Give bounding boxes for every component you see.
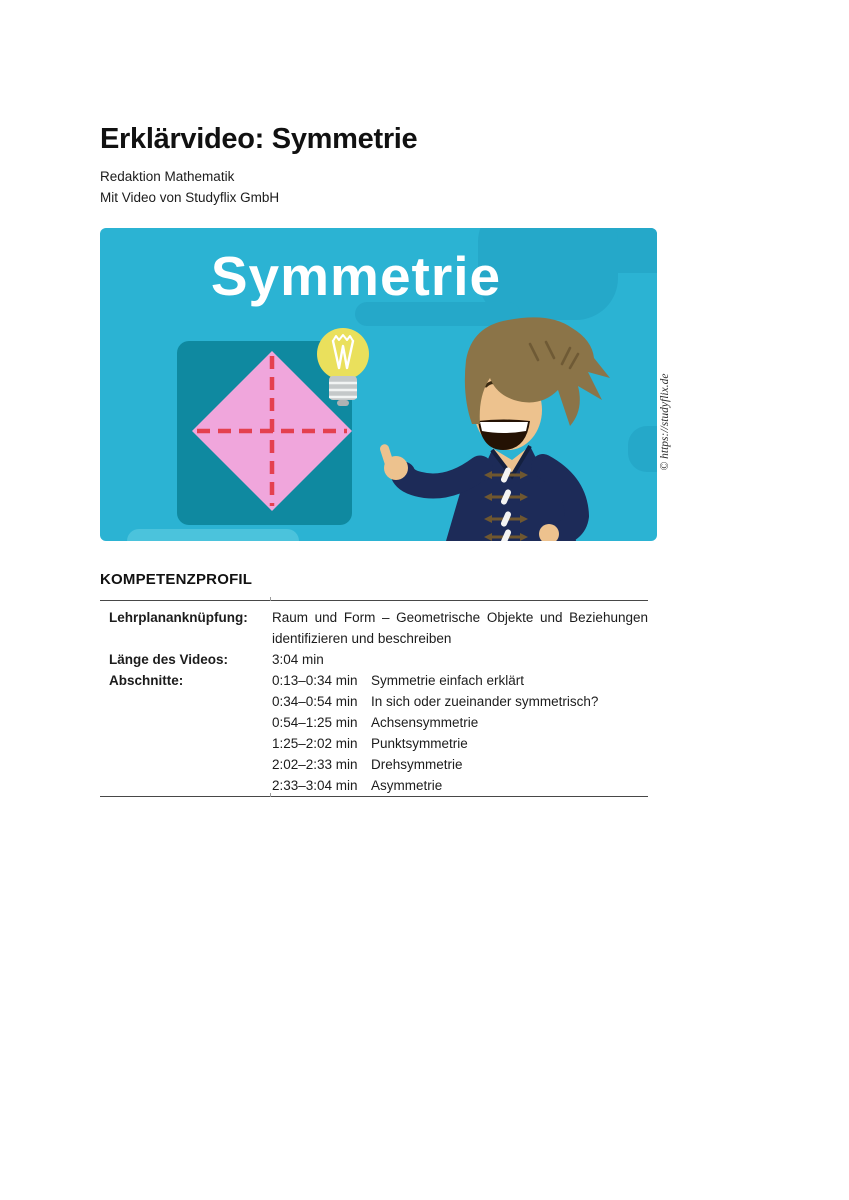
abschnitt-time: 0:34–0:54 min bbox=[272, 694, 358, 709]
byline-redaktion: Redaktion Mathematik bbox=[100, 169, 235, 184]
abschnitt-topic: Punktsymmetrie bbox=[371, 736, 468, 751]
abschnitt-topic: Drehsymmetrie bbox=[371, 757, 463, 772]
column-tick-bottom bbox=[270, 793, 271, 797]
abschnitt-row bbox=[272, 691, 648, 712]
row-value bbox=[272, 607, 648, 649]
abschnitt-row bbox=[272, 775, 648, 796]
row-value bbox=[272, 670, 648, 796]
thumbnail-heading: Symmetrie bbox=[210, 245, 502, 307]
abschnitt-time: 1:25–2:02 min bbox=[272, 736, 358, 751]
row-value: 3:04 min bbox=[272, 652, 324, 667]
abschnitt-row bbox=[272, 733, 648, 754]
row-label: Länge des Videos: bbox=[109, 652, 229, 667]
value-line: identifizieren und beschreiben bbox=[272, 631, 452, 646]
section-heading-kompetenzprofil: KOMPETENZPROFIL bbox=[100, 571, 253, 588]
copyright-note: © https://studyflix.de bbox=[659, 373, 671, 471]
video-thumbnail bbox=[100, 228, 657, 541]
row-label: Lehrplananknüpfung: bbox=[109, 610, 248, 625]
abschnitt-row bbox=[272, 670, 648, 691]
abschnitt-row bbox=[272, 754, 648, 775]
value-line: Raum und Form – Geometrische Objekte und Beziehungen bbox=[272, 610, 648, 625]
table-row-abschnitte bbox=[100, 670, 648, 796]
table-row-lehrplan bbox=[100, 607, 648, 649]
abschnitt-time: 0:13–0:34 min bbox=[272, 673, 358, 688]
abschnitt-topic: In sich oder zueinander symmetrisch? bbox=[371, 694, 599, 709]
profile-table bbox=[100, 601, 648, 796]
abschnitt-time: 2:02–2:33 min bbox=[272, 757, 358, 772]
abschnitt-time: 0:54–1:25 min bbox=[272, 715, 358, 730]
abschnitt-time: 2:33–3:04 min bbox=[272, 778, 358, 793]
byline-studyflix: Mit Video von Studyflix GmbH bbox=[100, 190, 280, 205]
abschnitt-topic: Symmetrie einfach erklärt bbox=[371, 673, 525, 688]
abschnitt-row bbox=[272, 712, 648, 733]
abschnitt-topic: Achsensymmetrie bbox=[371, 715, 479, 730]
table-row-laenge bbox=[100, 649, 648, 670]
row-label: Abschnitte: bbox=[109, 673, 184, 688]
page-title: Erklärvideo: Symmetrie bbox=[100, 123, 418, 155]
table-rule-bottom bbox=[100, 796, 648, 797]
abschnitt-topic: Asymmetrie bbox=[371, 778, 443, 793]
